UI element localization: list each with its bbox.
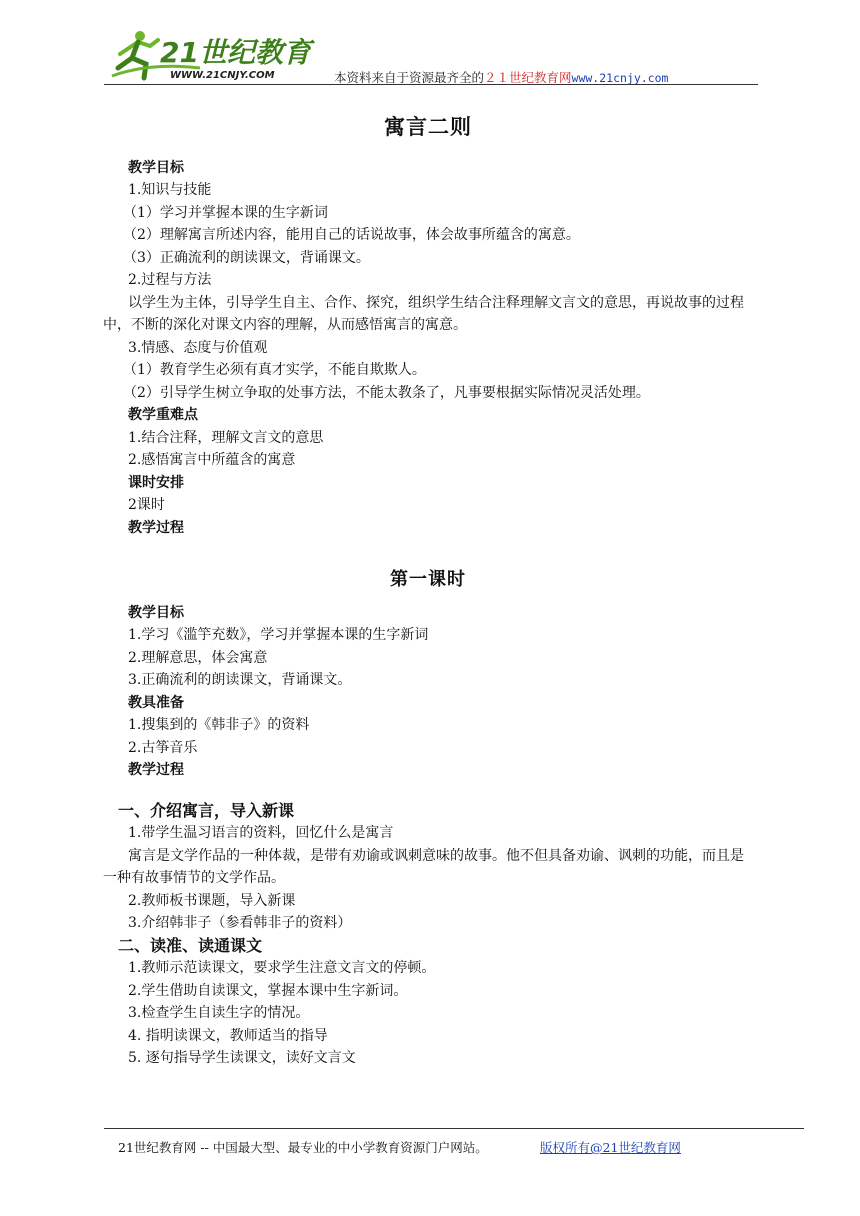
footer-site-info: 21世纪教育网 -- 中国最大型、最专业的中小学教育资源门户网站。 xyxy=(118,1140,488,1155)
document-title: 寓言二则 xyxy=(384,115,472,139)
lesson-title: 第一课时 xyxy=(390,569,466,590)
footer-divider xyxy=(104,1128,804,1129)
section-heading-process: 教学过程 xyxy=(128,519,184,536)
header-divider xyxy=(104,84,758,85)
lesson-prep-1: 1.搜集到的《韩非子》的资料 xyxy=(128,717,310,733)
svg-text:21世纪教育: 21世纪教育 xyxy=(160,36,311,69)
goal-process: 2.过程与方法 xyxy=(128,272,212,288)
lesson-goal-1: 1.学习《滥竽充数》，学习并掌握本课的生字新词 xyxy=(128,627,429,643)
step-1-paragraph: 寓言是文学作品的一种体裁，是带有劝谕或讽刺意味的故事。他不但具备劝谕、讽刺的功能，而且是一种有故事情节的文学作品。 xyxy=(103,847,744,886)
lesson-goal-2: 2.理解意思，体会寓意 xyxy=(128,649,268,666)
key-point-2: 2.感悟寓言中所蕴含的寓意 xyxy=(128,452,296,468)
step-heading-1: 一、介绍寓言，导入新课 xyxy=(118,800,295,820)
site-logo xyxy=(110,28,320,86)
step-2-item-5: 5. 逐句指导学生读课文，读好文言文 xyxy=(128,1050,356,1066)
key-point-1: 1.结合注释，理解文言文的意思 xyxy=(128,429,324,446)
step-1-item-2: 2.教师板书课题，导入新课 xyxy=(128,892,296,909)
goal-emotion-1: （1）教育学生必须有真才实学，不能自欺欺人。 xyxy=(123,362,426,378)
header-note-prefix: 本资料来自于资源最齐全的 xyxy=(334,70,485,85)
section-heading-schedule: 课时安排 xyxy=(128,474,184,491)
lesson-prep-2: 2.古筝音乐 xyxy=(128,739,198,756)
goal-process-text: 以学生为主体，引导学生自主、合作、探究，组织学生结合注释理解文言文的意思，再说故事的过程中，不断的深化对课文内容的理解，从而感悟寓言的寓意。 xyxy=(103,294,744,333)
step-1-item-3: 3.介绍韩非子（参看韩非子的资料） xyxy=(128,915,352,931)
header-site-name[interactable]: ２１世纪教育网 xyxy=(484,70,572,85)
step-heading-2: 二、读准、读通课文 xyxy=(118,935,263,955)
header-site-url[interactable]: www.21cnjy.com xyxy=(571,71,669,85)
goal-emotion-2: （2）引导学生树立争取的处事方法，不能太教条了，凡事要根据实际情况灵活处理。 xyxy=(123,384,650,401)
svg-text:WWW.21CNJY.COM: WWW.21CNJY.COM xyxy=(170,70,275,81)
document-body xyxy=(103,110,753,1070)
section-heading-key-points: 教学重难点 xyxy=(128,407,198,423)
lesson-heading-process: 教学过程 xyxy=(128,762,184,778)
goal-knowledge-2: （2）理解寓言所述内容，能用自己的话说故事，体会故事所蕴含的寓意。 xyxy=(123,227,580,243)
lesson-heading-prep: 教具准备 xyxy=(128,694,184,711)
lesson-heading-goals: 教学目标 xyxy=(128,604,184,621)
goal-knowledge-1: （1）学习并掌握本课的生字新词 xyxy=(123,204,328,221)
schedule-text: 2课时 xyxy=(128,497,165,513)
lesson-goal-3: 3.正确流利的朗读课文，背诵课文。 xyxy=(128,672,352,688)
step-2-item-2: 2.学生借助自读课文，掌握本课中生字新词。 xyxy=(128,982,408,999)
footer-copyright-link[interactable]: 版权所有@21世纪教育网 xyxy=(540,1140,681,1155)
step-2-item-4: 4. 指明读课文，教师适当的指导 xyxy=(128,1027,328,1044)
goal-emotion: 3.情感、态度与价值观 xyxy=(128,339,268,356)
step-1-item-1: 1.带学生温习语言的资料，回忆什么是寓言 xyxy=(128,825,394,841)
goal-knowledge: 1.知识与技能 xyxy=(128,182,212,198)
goal-knowledge-3: （3）正确流利的朗读课文，背诵课文。 xyxy=(123,249,370,266)
step-2-item-3: 3.检查学生自读生字的情况。 xyxy=(128,1005,310,1021)
step-2-item-1: 1.教师示范读课文，要求学生注意文言文的停顿。 xyxy=(128,960,436,976)
section-heading-goals: 教学目标 xyxy=(128,159,184,176)
